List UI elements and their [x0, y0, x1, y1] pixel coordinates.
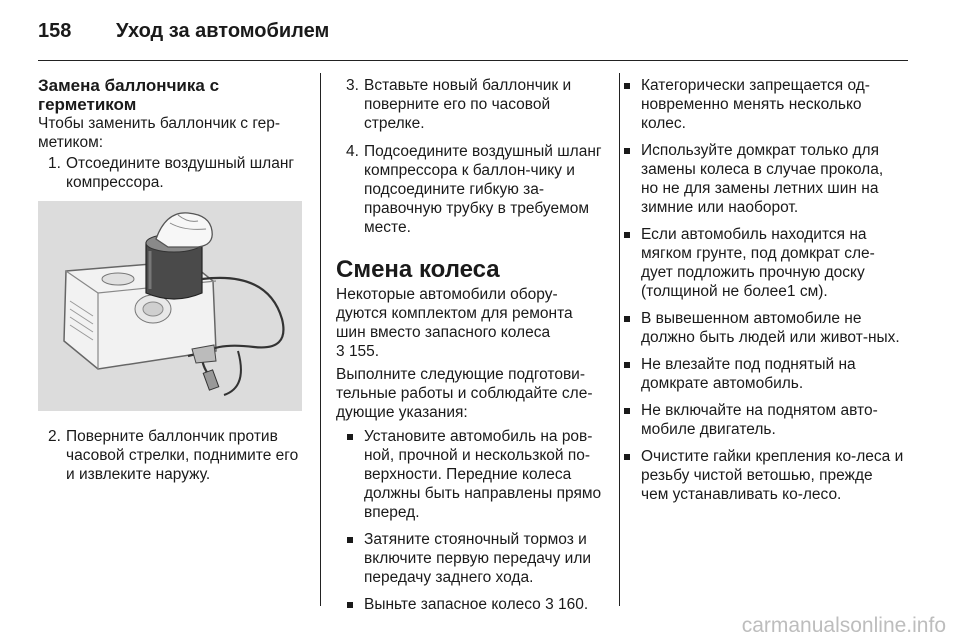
list-item: Используйте домкрат только для замены колеса в случае прокола, но не для замены летних шин на зимние или наоборот. [624, 141, 904, 217]
header-rule [38, 60, 908, 61]
list-item: Категорически запрещается од-новременно менять несколько колес. [624, 76, 904, 133]
step-item: 2. Поверните баллончик против часовой стрелки, поднимите его и извлеките наружу. [48, 428, 299, 483]
page-ref: 155. [348, 343, 380, 360]
chapter-title: Уход за автомобилем [116, 20, 330, 42]
column-divider [320, 73, 321, 606]
arrow-ref-icon: 3 [545, 596, 554, 613]
page-ref: 160. [558, 596, 589, 613]
intro-paragraph: Некоторые автомобили обору-дуются комплектом для ремонта шин вместо запасного колеса 3 155. [336, 286, 573, 360]
step-item: 1. Отсоедините воздушный шланг компрессора. [48, 155, 295, 191]
list-item: Выньте запасное колесо 3 160. [336, 595, 604, 614]
column-1 [38, 76, 306, 493]
list-item: В вывешенном автомобиле не должно быть людей или живот-ных. [624, 309, 904, 347]
list-item: Не влезайте под поднятый на домкрате автомобиль. [624, 355, 904, 393]
section-heading-wheel-change: Смена колеса [336, 256, 500, 283]
intro-text: Чтобы заменить баллончик с гер-метиком: [38, 115, 281, 151]
column-divider [619, 73, 620, 606]
section-heading-cartridge: Замена баллончика с герметиком [38, 76, 220, 114]
list-item: Установите автомобиль на ров-ной, прочной и нескользкой по-верхности. Передние колеса должны быть направлены прямо вперед. [336, 427, 604, 522]
page-header [38, 20, 329, 43]
list-item: Затяните стояночный тормоз и включите первую передачу или передачу заднего хода. [336, 530, 604, 587]
list-item: Если автомобиль находится на мягком грунте, под домкрат сле-дует подложить прочную доску (толщиной не более1 см). [624, 225, 904, 301]
list-item: Очистите гайки крепления ко-леса и резьбу чистой ветошью, прежде чем устанавливать ко-лесо. [624, 447, 904, 504]
prep-paragraph: Выполните следующие подготови-тельные работы и соблюдайте сле-дующие указания: [336, 366, 593, 421]
list-item: Не включайте на поднятом авто-мобиле двигатель. [624, 401, 904, 439]
column-2 [336, 76, 604, 622]
step-item: 3. Вставьте новый баллончик и поверните его по часовой стрелке. [346, 77, 572, 132]
compressor-illustration [38, 201, 302, 411]
step-item: 4. Подсоедините воздушный шланг компрессора к баллон-чику и подсоедините гибкую за-правочную трубку в требуемом месте. [346, 143, 602, 236]
column-3 [624, 76, 904, 512]
page-number: 158 [38, 20, 72, 42]
arrow-ref-icon: 3 [336, 343, 345, 360]
watermark: carmanualsonline.info [741, 614, 946, 637]
